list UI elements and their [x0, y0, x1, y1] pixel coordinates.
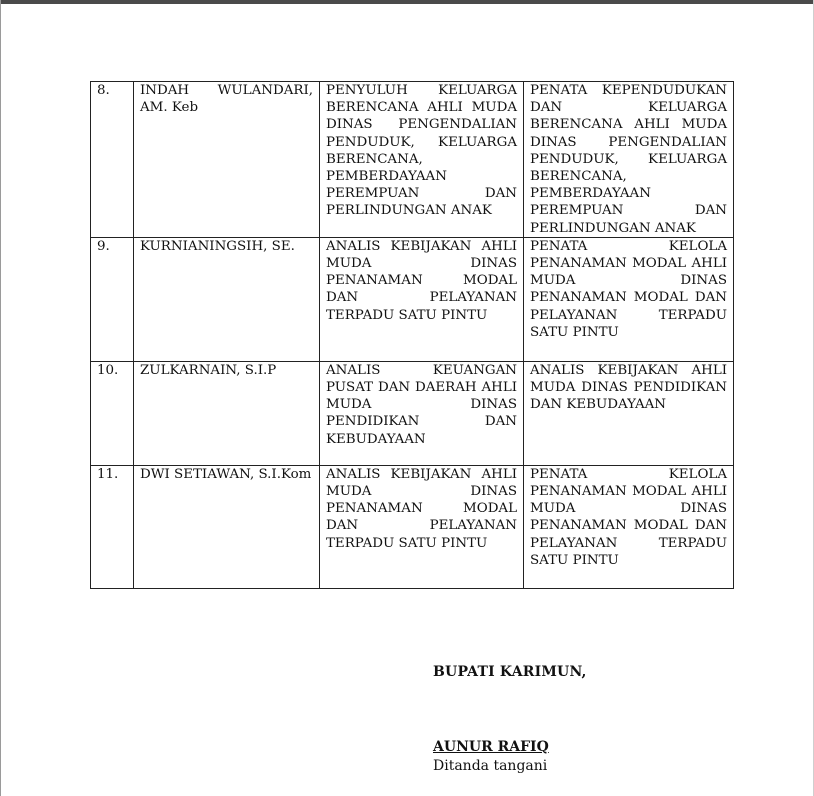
- old-position: ANALIS KEBIJAKAN AHLI MUDA DINAS PENANAMAN MODAL DAN PELAYANAN TERPADU SATU PINTU: [320, 237, 524, 361]
- signature-note: Ditanda tangani: [433, 758, 548, 774]
- row-number: 8.: [91, 82, 134, 238]
- signatory-title: BUPATI KARIMUN,: [433, 664, 587, 680]
- new-position: PENATA KELOLA PENANAMAN MODAL AHLI MUDA DINAS PENANAMAN MODAL DAN PELAYANAN TERPADU SATU PINTU: [524, 465, 734, 588]
- table-row: [91, 237, 734, 361]
- row-number: 10.: [91, 361, 134, 465]
- old-position: PENYULUH KELUARGA BERENCANA AHLI MUDA DINAS PENGENDALIAN PENDUDUK, KELUARGA BERENCANA, PEMBERDAYAAN PEREMPUAN DAN PERLINDUNGAN ANAK: [320, 82, 524, 238]
- signatory-name: AUNUR RAFIQ: [433, 739, 549, 755]
- employee-name: ZULKARNAIN, S.I.P: [134, 361, 320, 465]
- employee-name: DWI SETIAWAN, S.I.Kom: [134, 465, 320, 588]
- old-position: ANALIS KEBIJAKAN AHLI MUDA DINAS PENANAMAN MODAL DAN PELAYANAN TERPADU SATU PINTU: [320, 465, 524, 588]
- row-number: 9.: [91, 237, 134, 361]
- old-position: ANALIS KEUANGAN PUSAT DAN DAERAH AHLI MUDA DINAS PENDIDIKAN DAN KEBUDAYAAN: [320, 361, 524, 465]
- appointment-table: [90, 81, 734, 589]
- new-position: ANALIS KEBIJAKAN AHLI MUDA DINAS PENDIDIKAN DAN KEBUDAYAAN: [524, 361, 734, 465]
- table-row: [91, 82, 734, 238]
- employee-name: KURNIANINGSIH, SE.: [134, 237, 320, 361]
- page-left-edge: [0, 0, 1, 796]
- new-position: PENATA KEPENDUDUKAN DAN KELUARGA BERENCANA AHLI MUDA DINAS PENGENDALIAN PENDUDUK, KELUARGA BERENCANA, PEMBERDAYAAN PEREMPUAN DAN PERLINDUNGAN ANAK: [524, 82, 734, 238]
- employee-name: INDAH WULANDARI, AM. Keb: [134, 82, 320, 238]
- window-top-border: [0, 0, 814, 4]
- row-number: 11.: [91, 465, 134, 588]
- table-row: [91, 361, 734, 465]
- table-row: [91, 465, 734, 588]
- new-position: PENATA KELOLA PENANAMAN MODAL AHLI MUDA DINAS PENANAMAN MODAL DAN PELAYANAN TERPADU SATU PINTU: [524, 237, 734, 361]
